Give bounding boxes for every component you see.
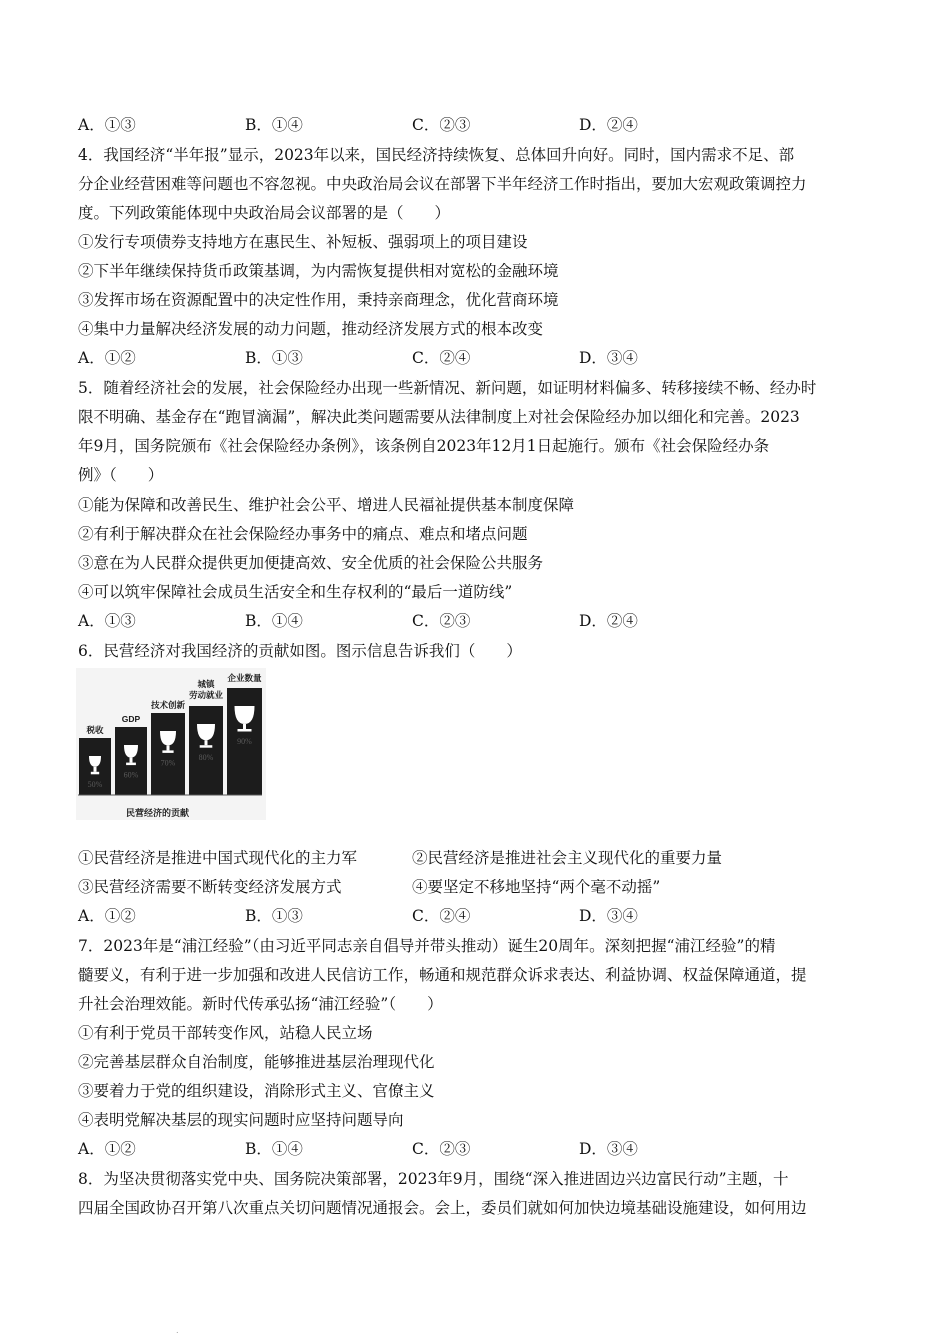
q4-options (78, 348, 778, 368)
trophy-stem (130, 758, 133, 763)
q5-item-1: ①能为保障和改善民生、维护社会公平、增进人民福祉提供基本制度保障 (78, 496, 575, 514)
q8-stem-line-1: 8．为坚决贯彻落实党中央、国务院决策部署，2023年9月，围绕“深入推进固边兴边富民行动”主题，十 (78, 1170, 789, 1188)
q5-stem-line-4: 例》（ ） (78, 466, 164, 484)
trophy-base (238, 729, 252, 732)
bar-percent-label: 80% (198, 753, 214, 763)
q5-options (78, 611, 778, 631)
q3-option-c[interactable]: C．②③ (412, 116, 471, 134)
q4-item-3: ③发挥市场在资源配置中的决定性作用，秉持亲商理念，优化营商环境 (78, 291, 559, 309)
q6-item-2: ②民营经济是推进社会主义现代化的重要力量 (412, 849, 723, 867)
bar-percent-label: 70% (160, 758, 176, 768)
q4-option-a[interactable]: A．①② (78, 349, 136, 367)
q8-stem-line-2: 四届全国政协召开第八次重点关切问题情况通报会。会上，委员们就如何加快边境基础设施建设，如何用边 (78, 1199, 807, 1217)
contribution-bar (189, 706, 223, 795)
q4-item-2: ②下半年继续保持货币政策基调，为内需恢复提供相对宽松的金融环境 (78, 262, 559, 280)
q7-item-4: ④表明党解决基层的现实问题时应坚持问题导向 (78, 1111, 404, 1129)
q7-stem-line-1: 7．2023年是“浦江经验”（由习近平同志亲自倡导并带头推动）诞生20周年。深刻把握“浦江经验”的精 (78, 937, 776, 955)
q3-option-b[interactable]: B．①④ (245, 116, 303, 134)
q6-items-row-2 (78, 877, 838, 897)
q7-option-d[interactable]: D．③④ (579, 1140, 638, 1158)
bar-percent-label: 60% (123, 770, 139, 780)
bar-category-label: GDP (121, 714, 141, 724)
bar-percent-label: 50% (87, 779, 103, 789)
q7-options (78, 1139, 778, 1159)
q4-stem-line-1: 4．我国经济“半年报”显示，2023年以来，国民经济持续恢复、总体回升向好。同时，国内需求不足、部 (78, 146, 795, 164)
q6-option-d[interactable]: D．③④ (579, 907, 638, 925)
q6-item-4: ④要坚定不移地坚持“两个毫不动摇” (412, 878, 661, 896)
q4-stem-line-2: 分企业经营困难等问题也不容忽视。中央政治局会议在部署下半年经济工作时指出，要加大宏观政策调控力 (78, 175, 807, 193)
q5-stem-line-2: 限不明确、基金存在“跑冒滴漏”，解决此类问题需要从法律制度上对社会保险经办加以细化和完善。2023 (78, 408, 800, 426)
q5-option-b[interactable]: B．①④ (245, 612, 303, 630)
footer-mark: . (176, 1326, 179, 1335)
q6-option-c[interactable]: C．②④ (412, 907, 471, 925)
q4-option-c[interactable]: C．②④ (412, 349, 471, 367)
trophy-stem (167, 745, 170, 750)
q5-stem-line-3: 年9月，国务院颁布《社会保险经办条例》，该条例自2023年12月1日起施行。颁布《社会保险经办条 (78, 437, 770, 455)
q7-item-1: ①有利于党员干部转变作风，站稳人民立场 (78, 1024, 373, 1042)
trophy-base (91, 772, 99, 775)
q7-option-c[interactable]: C．②③ (412, 1140, 471, 1158)
trophy-stem (243, 724, 246, 729)
bar-category-label: 税收 (86, 725, 104, 735)
q5-option-a[interactable]: A．①③ (78, 612, 136, 630)
q7-option-b[interactable]: B．①④ (245, 1140, 303, 1158)
q4-item-1: ①发行专项债券支持地方在惠民生、补短板、强弱项上的项目建设 (78, 233, 528, 251)
q5-item-2: ②有利于解决群众在社会保险经办事务中的痛点、难点和堵点问题 (78, 525, 528, 543)
q6-item-1: ①民营经济是推进中国式现代化的主力军 (78, 849, 358, 867)
q4-stem-line-3: 度。下列政策能体现中央政治局会议部署的是（ ） (78, 204, 451, 222)
q5-item-3: ③意在为人民群众提供更加便捷高效、安全优质的社会保险公共服务 (78, 554, 544, 572)
q7-item-2: ②完善基层群众自治制度，能够推进基层治理现代化 (78, 1053, 435, 1071)
contribution-bar-figure (76, 668, 266, 820)
bar-percent-label: 90% (237, 737, 252, 746)
bar-category-label: 技术创新 (150, 700, 186, 710)
q6-options (78, 906, 778, 926)
bar-category-label: 劳动就业 (188, 690, 224, 700)
q5-option-d[interactable]: D．②④ (579, 612, 638, 630)
private-economy-contribution-figure (76, 668, 266, 820)
q5-option-c[interactable]: C．②③ (412, 612, 471, 630)
figure-caption: 民营经济的贡献 (126, 808, 190, 818)
q7-stem-line-3: 升社会治理效能。新时代传承弘扬“浦江经验”（ ） (78, 995, 443, 1013)
q6-items-row-1 (78, 848, 838, 868)
q4-option-b[interactable]: B．①③ (245, 349, 303, 367)
trophy-stem (94, 767, 97, 772)
q4-option-d[interactable]: D．③④ (579, 349, 638, 367)
q5-stem-line-1: 5．随着经济社会的发展，社会保险经办出现一些新情况、新问题，如证明材料偏多、转移接续不畅、经办时 (78, 379, 817, 397)
q6-item-3: ③民营经济需要不断转变经济发展方式 (78, 878, 342, 896)
q7-option-a[interactable]: A．①② (78, 1140, 136, 1158)
q6-option-b[interactable]: B．①③ (245, 907, 303, 925)
trophy-stem (205, 740, 208, 745)
contribution-bar (151, 713, 185, 795)
trophy-base (162, 750, 173, 753)
q7-stem-line-2: 髓要义，有利于进一步加强和改进人民信访工作，畅通和规范群众诉求表达、利益协调、权益保障通道，提 (78, 966, 807, 984)
bar-category-label: 企业数量 (227, 673, 262, 683)
q3-options (78, 115, 778, 135)
q6-stem: 6．民营经济对我国经济的贡献如图。图示信息告诉我们（ ） (78, 642, 522, 660)
q4-item-4: ④集中力量解决经济发展的动力问题，推动经济发展方式的根本改变 (78, 320, 544, 338)
q5-item-4: ④可以筑牢保障社会成员生活安全和生存权利的“最后一道防线” (78, 583, 513, 601)
q6-option-a[interactable]: A．①② (78, 907, 136, 925)
q3-option-a[interactable]: A．①③ (78, 116, 136, 134)
trophy-base (126, 763, 136, 766)
q7-item-3: ③要着力于党的组织建设，消除形式主义、官僚主义 (78, 1082, 435, 1100)
trophy-base (200, 745, 213, 748)
bar-category-label: 城镇 (197, 679, 215, 689)
q3-option-d[interactable]: D．②④ (579, 116, 638, 134)
